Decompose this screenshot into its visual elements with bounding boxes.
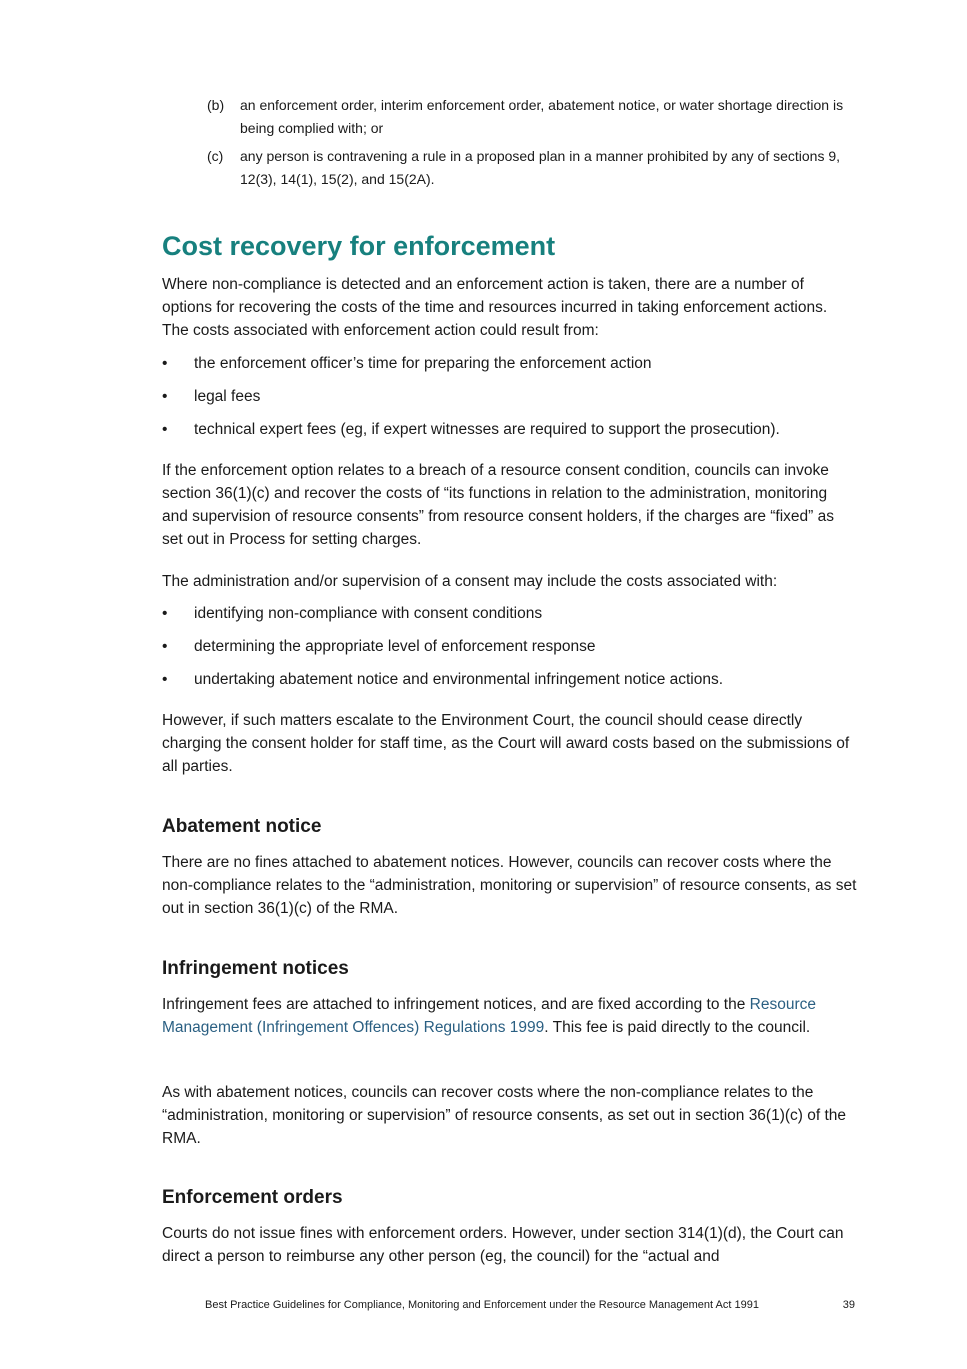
paragraph-environment-court: However, if such matters escalate to the Environment Court, the council should cease directly charging the consent holder for staff time, as the Court will award costs based on the submissions of all parties. bbox=[162, 712, 850, 775]
paragraph-intro: Where non-compliance is detected and an enforcement action is taken, there are a number of options for recovering the costs of the time and resources incurred in taking enforcement actions. The costs associated with enforcement action could result from: bbox=[162, 276, 828, 339]
list-item: • technical expert fees (eg, if expert witnesses are required to support the prosecution). bbox=[162, 421, 780, 438]
paragraph-resource-consent: If the enforcement option relates to a breach of a resource consent condition, councils can invoke section 36(1)(c) and recover the costs of “its functions in relation to the administration, monitoring and supervision of resource consents” from resource consent holders, if the charges are “fixed” as set out in Process for setting charges. bbox=[162, 462, 834, 548]
sublist-text: any person is contravening a rule in a proposed plan in a manner prohibited by any of sections 9, 12(3), 14(1), 15(2), and 15(2A). bbox=[240, 148, 841, 187]
list-item: • undertaking abatement notice and environmental infringement notice actions. bbox=[162, 671, 724, 688]
subheading-infringement-notices: Infringement notices bbox=[162, 958, 349, 979]
subheading-abatement-notice: Abatement notice bbox=[162, 816, 322, 837]
subheading-enforcement-orders: Enforcement orders bbox=[162, 1187, 343, 1208]
footer-title: Best Practice Guidelines for Compliance, Monitoring and Enforcement under the Resource Management Act 1991 bbox=[205, 1299, 759, 1311]
bullet-list-administration bbox=[162, 602, 852, 701]
sublist-marker: (c) bbox=[207, 148, 224, 164]
paragraph-infringement: Infringement fees are attached to infringement notices, and are fixed according to the Resource Management (Infringement Offences) Regulations 1999. This fee is paid directly to the council. bbox=[162, 996, 816, 1036]
page-number: 39 bbox=[842, 1299, 855, 1311]
sublist-item-c bbox=[207, 145, 847, 191]
sublist-item-b bbox=[207, 94, 847, 140]
page-footer bbox=[205, 1297, 855, 1313]
bullet-list-costs bbox=[162, 352, 852, 451]
list-item: • identifying non-compliance with consent conditions bbox=[162, 605, 543, 622]
list-item: • legal fees bbox=[162, 388, 261, 405]
paragraph-infringement-costs: As with abatement notices, councils can recover costs where the non-compliance relates to the “administration, monitoring or supervision” of resource consents, as set out in section 36(1)(c) of the RMA. bbox=[162, 1084, 847, 1147]
sublist-text: an enforcement order, interim enforcement order, abatement notice, or water shortage direction is being complied with; or bbox=[240, 97, 844, 136]
regulations-link[interactable]: Resource Management (Infringement Offences) Regulations 1999 bbox=[162, 996, 816, 1036]
paragraph-abatement: There are no fines attached to abatement notices. However, councils can recover costs where the non-compliance relates to the “administration, monitoring or supervision” of resource consents, as set out in section 36(1)(c) of the RMA. bbox=[162, 854, 857, 917]
list-item: • the enforcement officer’s time for preparing the enforcement action bbox=[162, 355, 652, 372]
section-heading-cost-recovery: Cost recovery for enforcement bbox=[162, 231, 556, 261]
paragraph-administration: The administration and/or supervision of a consent may include the costs associated with: bbox=[162, 573, 778, 590]
paragraph-enforcement-orders: Courts do not issue fines with enforcement orders. However, under section 314(1)(d), the Court can direct a person to reimburse any other person (eg, the council) for the “actual and bbox=[162, 1225, 844, 1265]
sublist-marker: (b) bbox=[207, 97, 225, 113]
list-item: • determining the appropriate level of enforcement response bbox=[162, 638, 596, 655]
